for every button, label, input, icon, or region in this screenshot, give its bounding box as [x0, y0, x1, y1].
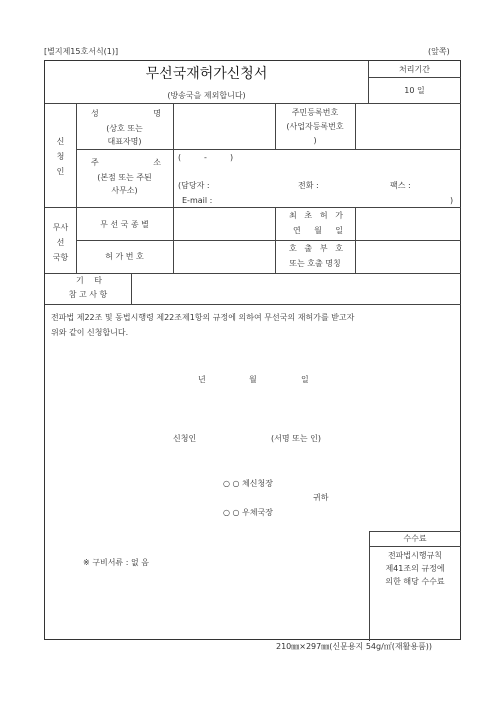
email-label: E-mail : — [182, 196, 213, 205]
name-label: 성 명 — [91, 109, 161, 118]
license-number-label: 허 가 번 호 — [105, 252, 144, 261]
recipient-office-1: ○ ○ 체신청장 — [223, 479, 273, 488]
etc-label: 기 타 — [76, 276, 102, 285]
name-label-note: (상호 또는 대표자명) — [106, 124, 143, 146]
first-license-date-label: 연 월 일 — [293, 226, 343, 235]
paper-specification: 210㎜×297㎜(신문용지 54g/㎡(재활용품)) — [276, 642, 433, 651]
date-month-label: 월 — [249, 375, 257, 384]
callsign-field[interactable] — [356, 241, 461, 273]
fee-label-line — [369, 546, 461, 547]
manager-label: (담당자 : — [178, 181, 210, 190]
date-year-label: 년 — [198, 375, 206, 384]
etc-bottom-line — [45, 304, 461, 305]
postcode-close: ) — [230, 153, 234, 162]
fee-top-line — [369, 531, 461, 532]
callsign-label-note: 또는 호출 명칭 — [289, 259, 341, 268]
application-form — [44, 60, 461, 640]
recipient-honorific: 귀하 — [313, 493, 329, 502]
address-label-note: (본점 또는 주된 사무소) — [97, 173, 152, 195]
processing-divider — [368, 77, 461, 78]
processing-period-label: 처리기간 — [399, 65, 430, 74]
email-close: ) — [450, 196, 454, 205]
address-field[interactable] — [174, 150, 461, 207]
date-day-label: 일 — [301, 375, 309, 384]
first-license-label: 최 초 허 가 — [289, 211, 343, 220]
postcode-open: ( — [178, 153, 182, 162]
station-section-label: 무사 선 국항 — [52, 223, 69, 262]
applicant-section-label: 신 청 인 — [56, 137, 65, 176]
first-license-date-field[interactable] — [356, 208, 461, 240]
etc-label-note: 참 고 사 항 — [68, 290, 108, 299]
callsign-label: 호 출 부 호 — [289, 244, 343, 253]
form-title: 무선국재허가신청서 — [145, 66, 268, 82]
address-label: 주 소 — [91, 158, 161, 167]
registration-number-label: 주민등록번호 (사업자등록번호 ) — [286, 108, 344, 145]
license-number-field[interactable] — [174, 241, 275, 273]
etc-field[interactable] — [132, 274, 461, 304]
name-field[interactable] — [174, 104, 275, 149]
required-documents-note: ※ 구비서류 : 없 음 — [83, 558, 149, 567]
recipient-office-2: ○ ○ 우체국장 — [223, 508, 273, 517]
form-subtitle: (방송국을 제외합니다) — [167, 91, 246, 100]
postcode-dash: - — [204, 153, 207, 162]
applicant-signature-label: 신청인 — [173, 434, 197, 443]
statement-line-1: 전파법 제22조 및 동법시행령 제22조제1항의 규정에 의하여 무선국의 재허가를 받고자 — [51, 313, 355, 322]
phone-label: 전화 : — [298, 181, 319, 190]
station-type-label: 무 선 국 종 별 — [100, 220, 149, 229]
fee-label: 수수료 — [403, 534, 427, 543]
fee-description: 전파법시행규칙 제41조의 규정에 의한 해당 수수료 — [385, 551, 445, 586]
page-side-label: (앞쪽) — [428, 47, 450, 56]
signature-note: (서명 또는 인) — [271, 434, 321, 443]
station-type-field[interactable] — [174, 208, 275, 240]
processing-period-value: 10 일 — [404, 86, 425, 95]
statement-line-2: 위와 같이 신청합니다. — [51, 328, 129, 337]
fax-label: 팩스 : — [390, 181, 411, 190]
registration-number-field[interactable] — [356, 104, 461, 149]
form-number: [별지제15호서식(1)] — [44, 47, 119, 56]
